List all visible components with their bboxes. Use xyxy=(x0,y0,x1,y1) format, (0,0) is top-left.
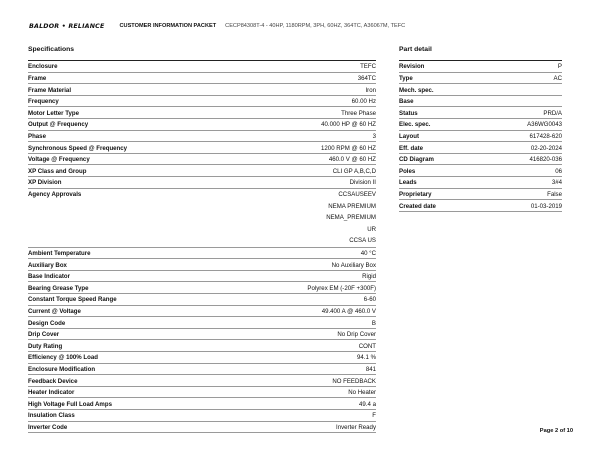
spec-row xyxy=(28,329,376,341)
spec-label: Base Indicator xyxy=(28,273,70,281)
spec-row xyxy=(28,177,376,189)
spec-value: 49.4 a xyxy=(359,400,376,408)
part-value: 06 xyxy=(555,167,562,175)
part-value: PRD/A xyxy=(543,109,562,117)
spec-value: Inverter Ready xyxy=(336,423,376,431)
spec-row xyxy=(28,142,376,154)
spec-value: 60.00 Hz xyxy=(351,98,376,106)
spec-row xyxy=(28,306,376,318)
packet-title: CUSTOMER INFORMATION PACKET xyxy=(119,23,217,29)
spec-row xyxy=(28,131,376,143)
spec-label: Enclosure xyxy=(28,63,58,71)
spec-label: Motor Letter Type xyxy=(28,109,80,117)
spec-value: CLI GP A,B,C,D xyxy=(332,167,376,175)
spec-label: Duty Rating xyxy=(28,342,63,350)
spec-value: No Drip Cover xyxy=(337,331,376,339)
spec-label: Phase xyxy=(28,132,46,140)
part-label: Eff. date xyxy=(399,144,424,152)
part-detail-title: Part detail xyxy=(399,46,432,53)
part-label: Created date xyxy=(399,202,436,210)
page-header xyxy=(29,21,405,31)
spec-value: Polyrex EM (-20F +300F) xyxy=(307,284,376,292)
spec-label: Constant Torque Speed Range xyxy=(28,296,117,304)
part-row xyxy=(399,200,562,212)
part-value: 3#4 xyxy=(551,179,562,187)
spec-value: No Heater xyxy=(348,389,376,397)
part-row xyxy=(399,131,562,143)
part-value: False xyxy=(547,190,562,198)
spec-row xyxy=(28,189,376,248)
spec-row xyxy=(28,271,376,283)
spec-row xyxy=(28,73,376,85)
part-row xyxy=(399,73,562,85)
spec-label: Output @ Frequency xyxy=(28,121,89,129)
part-label: Poles xyxy=(399,167,416,175)
spec-label: Voltage @ Frequency xyxy=(28,156,90,164)
spec-label: Frequency xyxy=(28,98,59,106)
specifications-title: Specifications xyxy=(28,46,75,53)
spec-value: 6-60 xyxy=(363,296,376,304)
spec-value: B xyxy=(371,319,376,327)
part-label: Elec. spec. xyxy=(399,121,431,129)
spec-label: Frame Material xyxy=(28,86,72,94)
spec-label: Feedback Device xyxy=(28,377,78,385)
part-row xyxy=(399,119,562,131)
spec-value: 1200 RPM @ 60 HZ xyxy=(321,144,376,152)
spec-label: Current @ Voltage xyxy=(28,307,81,315)
specifications-table xyxy=(28,60,376,433)
spec-value: 40.000 HP @ 60 HZ xyxy=(321,121,376,129)
spec-row xyxy=(28,84,376,96)
spec-value-line: NEMA_PREMIUM xyxy=(326,214,376,222)
part-value: 416820-036 xyxy=(529,156,562,164)
part-value: P xyxy=(557,63,562,71)
spec-row xyxy=(28,422,376,434)
spec-label: Synchronous Speed @ Frequency xyxy=(28,144,128,152)
spec-label: Auxiliary Box xyxy=(28,261,67,269)
part-row xyxy=(399,154,562,166)
spec-row xyxy=(28,317,376,329)
spec-value: 40 °C xyxy=(360,249,376,257)
part-row xyxy=(399,96,562,108)
spec-value-line: CCSAUSEEV xyxy=(338,190,376,198)
spec-value: 460.0 V @ 60 HZ xyxy=(328,156,376,164)
spec-label: Bearing Grease Type xyxy=(28,284,89,292)
spec-value: CONT xyxy=(358,342,376,350)
spec-value: 3 xyxy=(372,132,376,140)
spec-value: Iron xyxy=(365,86,376,94)
spec-label: Design Code xyxy=(28,319,66,327)
part-label: Proprietary xyxy=(399,190,432,198)
spec-label: XP Class and Group xyxy=(28,167,87,175)
model-description: CECP84308T-4 - 40HP, 1180RPM, 3PH, 60HZ, 364TC, A36067M, TEFC xyxy=(225,23,406,29)
spec-row xyxy=(28,154,376,166)
spec-value: 94.1 % xyxy=(357,354,376,362)
spec-row xyxy=(28,107,376,119)
part-label: Layout xyxy=(399,132,419,140)
part-row xyxy=(399,142,562,154)
spec-label: Efficiency @ 100% Load xyxy=(28,354,98,362)
spec-value: 364TC xyxy=(357,74,376,82)
part-label: Status xyxy=(399,109,418,117)
spec-row xyxy=(28,387,376,399)
spec-row xyxy=(28,165,376,177)
spec-value: Division II xyxy=(349,179,376,187)
spec-row xyxy=(28,398,376,410)
part-row xyxy=(399,84,562,96)
spec-row xyxy=(28,96,376,108)
spec-label: Agency Approvals xyxy=(28,190,82,198)
spec-value: TEFC xyxy=(360,63,376,71)
brand-logo: BALDOR • RELIANCE xyxy=(29,22,105,30)
part-value: A36WG0043 xyxy=(527,121,562,129)
spec-value xyxy=(326,191,376,245)
part-row xyxy=(399,189,562,201)
spec-label: Frame xyxy=(28,74,47,82)
part-detail-table xyxy=(399,60,562,212)
spec-row xyxy=(28,375,376,387)
spec-value: NO FEEDBACK xyxy=(332,377,376,385)
part-label: Type xyxy=(399,74,413,82)
spec-label: High Voltage Full Load Amps xyxy=(28,400,112,408)
spec-row xyxy=(28,61,376,73)
part-value: 617428-620 xyxy=(529,132,562,140)
part-label: Mech. spec. xyxy=(399,86,434,94)
spec-value: Rigid xyxy=(362,273,376,281)
part-label: Leads xyxy=(399,179,417,187)
spec-label: Inverter Code xyxy=(28,423,68,431)
spec-value-line: NEMA PREMIUM xyxy=(328,202,376,210)
spec-label: Drip Cover xyxy=(28,331,60,339)
part-label: CD Diagram xyxy=(399,156,434,164)
part-value: AC xyxy=(553,74,562,82)
spec-row xyxy=(28,352,376,364)
part-row xyxy=(399,61,562,73)
spec-value: 49.400 A @ 460.0 V xyxy=(321,307,376,315)
spec-row xyxy=(28,340,376,352)
spec-row xyxy=(28,294,376,306)
spec-value-line: UR xyxy=(367,225,376,233)
part-label: Base xyxy=(399,98,414,106)
spec-value: No Auxiliary Box xyxy=(331,261,376,269)
part-label: Revision xyxy=(399,63,425,71)
spec-value: F xyxy=(372,412,376,420)
spec-value: Three Phase xyxy=(341,109,376,117)
spec-row xyxy=(28,410,376,422)
spec-label: Ambient Temperature xyxy=(28,249,91,257)
part-value: 02-20-2024 xyxy=(530,144,562,152)
part-row xyxy=(399,107,562,119)
part-value: 01-03-2019 xyxy=(530,202,562,210)
spec-label: Heater Indicator xyxy=(28,389,75,397)
spec-row xyxy=(28,364,376,376)
spec-label: Enclosure Modification xyxy=(28,365,96,373)
spec-value-line: CCSA US xyxy=(349,237,376,245)
spec-label: Insulation Class xyxy=(28,412,75,420)
page-number: Page 2 of 10 xyxy=(539,428,573,434)
spec-value: 841 xyxy=(365,365,376,373)
spec-row xyxy=(28,259,376,271)
spec-label: XP Division xyxy=(28,179,62,187)
spec-row xyxy=(28,282,376,294)
part-row xyxy=(399,177,562,189)
spec-row xyxy=(28,119,376,131)
spec-row xyxy=(28,248,376,260)
part-row xyxy=(399,165,562,177)
